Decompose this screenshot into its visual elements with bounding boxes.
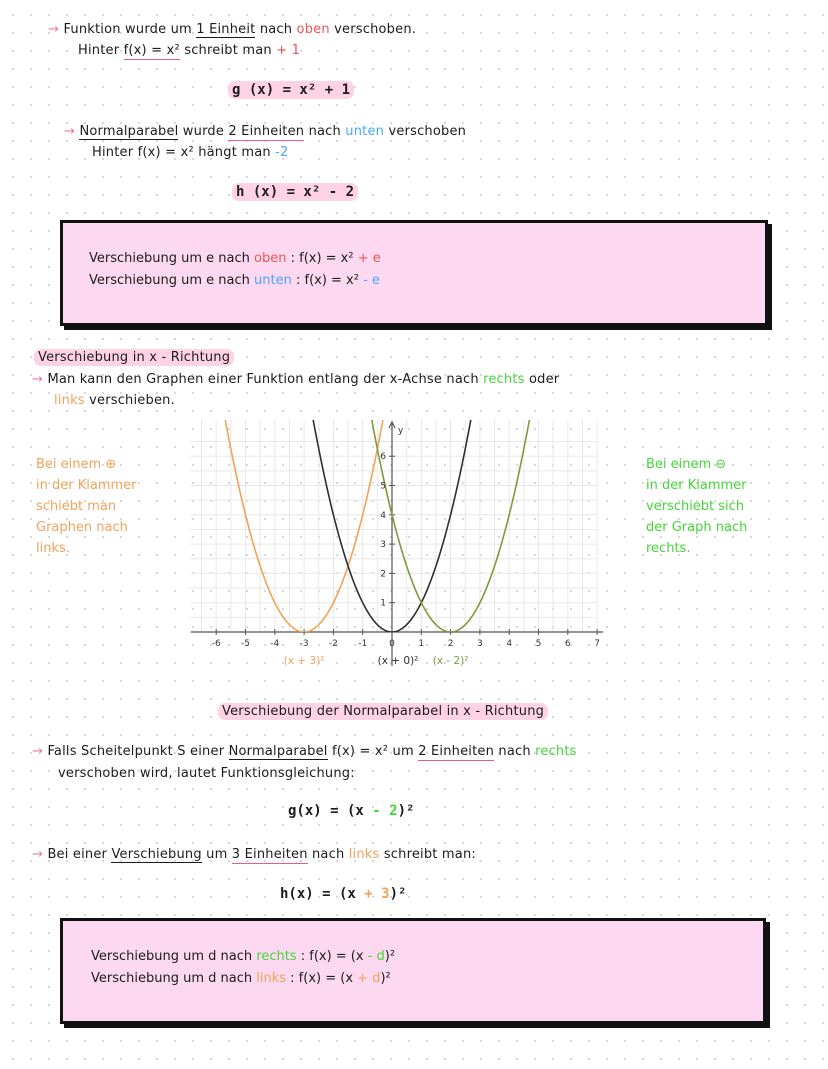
summary-box-vertical <box>60 220 768 326</box>
box2-row-1: Verschiebung um d nach rechts : f(x) = (x - d)² <box>91 949 396 964</box>
y-tick-label: 5 <box>380 481 386 492</box>
series-label-2: (x - 2)² <box>432 655 469 667</box>
intro-line-2: links verschieben. <box>54 393 175 408</box>
series-label-0: (x + 3)² <box>283 655 325 667</box>
x-tick-label: 3 <box>477 639 483 649</box>
x-tick-label: 4 <box>506 639 513 649</box>
x-tick-label: 7 <box>594 639 600 649</box>
x-tick-label: 6 <box>564 639 571 649</box>
x-tick-label: -2 <box>328 639 338 649</box>
chart-caption: Verschiebung der Normalparabel in x - Richtung <box>218 703 548 720</box>
box1-row-1: Verschiebung um e nach oben : f(x) = x² + e <box>89 251 381 266</box>
note-line-4: Hinter f(x) = x² hängt man -2 <box>92 145 289 160</box>
left-note: Bei einem ⊕ in der Klammer schiebt man Graphen nach links. <box>36 457 137 556</box>
equation-h-shift: h(x) = (x + 3)² <box>280 886 407 902</box>
chart-grid <box>190 420 597 632</box>
box2-row-2: Verschiebung um d nach links : f(x) = (x + d)² <box>91 971 391 986</box>
intro-line-1: → Man kann den Graphen einer Funktion entlang der x-Achse nach rechts oder <box>32 372 560 387</box>
right-note: Bei einem ⊖ in der Klammer verschiebt sich der Graph nach rechts. <box>646 457 748 556</box>
y-tick-label: 4 <box>380 510 386 521</box>
text-line-3: → Bei einer Verschiebung um 3 Einheiten nach links schreibt man: <box>32 847 476 862</box>
y-tick-label: 1 <box>380 598 386 609</box>
summary-box-horizontal <box>60 918 766 1024</box>
arrow-icon: → <box>32 744 44 759</box>
x-tick-label: -4 <box>270 639 280 649</box>
x-tick-label: -3 <box>299 639 309 649</box>
equation-h: h (x) = x² - 2 <box>232 183 358 201</box>
arrow-icon: → <box>32 847 44 862</box>
x-tick-label: -5 <box>241 639 250 649</box>
chart-labels <box>212 426 600 667</box>
y-tick-label: 2 <box>380 569 386 580</box>
note-line-1: → Funktion wurde um 1 Einheit nach oben verschoben. <box>48 22 417 37</box>
note-line-2: Hinter f(x) = x² schreibt man + 1 <box>78 43 301 58</box>
box1-row-2: Verschiebung um e nach unten : f(x) = x² - e <box>89 273 380 288</box>
y-tick-label: 6 <box>380 452 386 463</box>
arrow-icon: → <box>32 372 44 387</box>
y-axis-label: y <box>398 426 404 436</box>
x-tick-label: -6 <box>211 639 221 649</box>
note-line-3: → Normalparabel wurde 2 Einheiten nach unten verschoben <box>64 124 467 139</box>
x-tick-label: 1 <box>418 639 425 649</box>
x-tick-label: 2 <box>447 639 454 649</box>
text-line-1: → Falls Scheitelpunkt S einer Normalparabel f(x) = x² um 2 Einheiten nach rechts <box>32 744 577 759</box>
arrow-icon: → <box>64 124 76 139</box>
y-tick-label: 3 <box>380 540 386 551</box>
equation-g: g (x) = x² + 1 <box>228 81 354 99</box>
x-tick-label: 0 <box>389 639 395 649</box>
x-tick-label: -1 <box>358 639 368 649</box>
equation-g-shift: g(x) = (x - 2)² <box>288 803 415 819</box>
arrow-icon: → <box>48 22 60 37</box>
x-tick-label: 5 <box>535 639 542 649</box>
text-line-2: verschoben wird, lautet Funktionsgleichung: <box>58 766 355 781</box>
section-heading-x-shift: Verschiebung in x - Richtung <box>34 349 234 366</box>
series-label-1: (x + 0)² <box>377 655 419 667</box>
parabola-shift-chart <box>190 420 620 685</box>
